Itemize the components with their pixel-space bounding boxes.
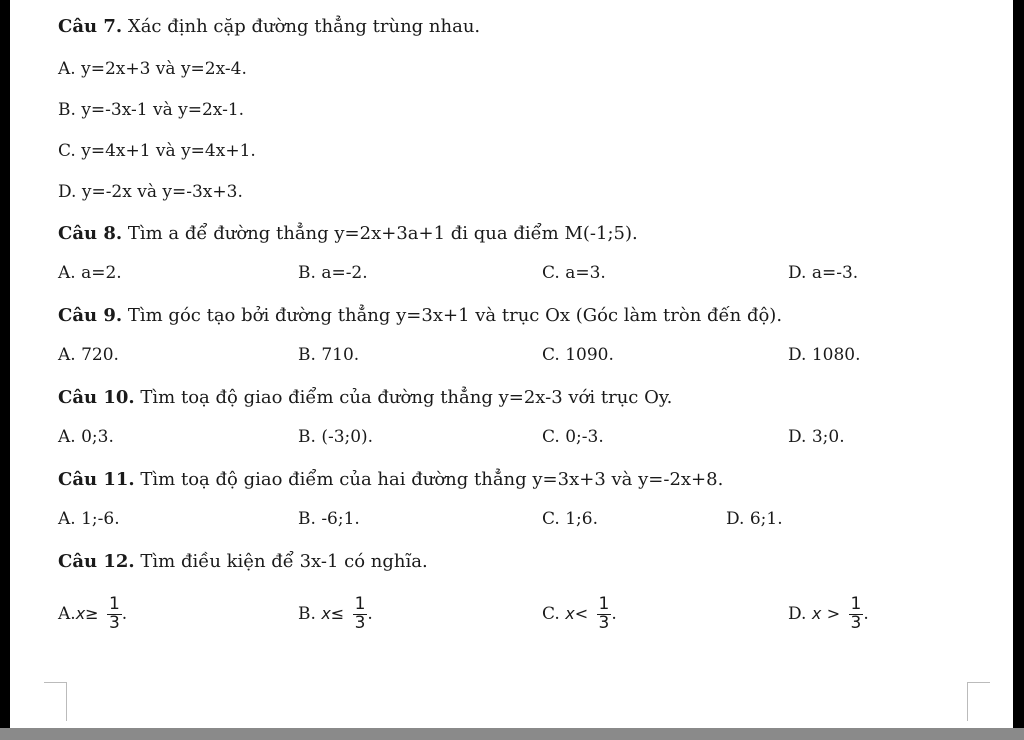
option-8d — [788, 265, 858, 282]
option-text: y=2x+3 và y=2x-4. — [81, 59, 247, 79]
option-letter: D. — [788, 345, 807, 365]
denominator: 3 — [850, 612, 862, 633]
page-corner-mark-right — [967, 682, 990, 721]
option-7d — [58, 184, 243, 201]
option-9b — [298, 347, 359, 364]
question-10 — [58, 389, 672, 407]
option-11d — [726, 511, 783, 528]
numerator: 1 — [598, 594, 610, 614]
option-letter: C. — [58, 141, 76, 161]
variable: x — [811, 603, 822, 623]
option-letter: C. — [542, 427, 560, 447]
option-letter: B. — [298, 509, 316, 529]
option-10c — [542, 429, 604, 446]
fraction — [849, 596, 864, 633]
option-text: y=4x+1 và y=4x+1. — [81, 141, 256, 161]
period: . — [367, 603, 373, 624]
period: . — [121, 603, 128, 624]
option-letter: A. — [58, 603, 76, 624]
option-letter: C. — [542, 263, 560, 283]
question-12 — [58, 553, 428, 571]
option-text: 0;3. — [81, 427, 114, 447]
option-letter: D. — [58, 182, 77, 202]
numerator: 1 — [108, 594, 120, 614]
option-7c — [58, 143, 256, 160]
bottom-scroll-bar — [0, 728, 1024, 740]
option-letter: A. — [58, 427, 76, 447]
denominator: 3 — [354, 612, 366, 633]
option-11a — [58, 511, 120, 528]
option-9a — [58, 347, 119, 364]
question-text: Tìm toạ độ giao điểm của hai đường thẳng y=3x+3 và y=-2x+8. — [140, 469, 724, 490]
comparison-operator: ≤ — [330, 603, 345, 623]
numerator: 1 — [354, 594, 366, 614]
option-12d — [788, 596, 869, 633]
question-number: Câu 8. — [58, 223, 123, 244]
numerator: 1 — [850, 594, 862, 614]
variable: x — [321, 603, 331, 623]
option-text: 1;-6. — [81, 509, 120, 529]
question-text: Tìm a để đường thẳng y=2x+3a+1 đi qua điểm M(-1;5). — [127, 223, 638, 244]
variable: x — [565, 603, 575, 623]
option-text: -6;1. — [321, 509, 360, 529]
option-text: a=-3. — [811, 263, 859, 283]
option-9c — [542, 347, 614, 364]
option-text: a=-2. — [321, 263, 368, 283]
option-letter: B. — [298, 427, 316, 447]
question-7 — [58, 18, 480, 36]
option-10a — [58, 429, 114, 446]
option-text: 6;1. — [749, 509, 783, 529]
question-text: Xác định cặp đường thẳng trùng nhau. — [127, 16, 481, 37]
option-text: y=-3x-1 và y=2x-1. — [81, 100, 245, 120]
fraction — [107, 596, 122, 633]
option-text: a=2. — [81, 263, 122, 283]
option-7a — [58, 61, 247, 78]
denominator: 3 — [598, 612, 610, 633]
option-11b — [298, 511, 360, 528]
option-text: 1090. — [565, 345, 614, 365]
question-number: Câu 7. — [58, 16, 123, 37]
option-8b — [298, 265, 368, 282]
question-number: Câu 9. — [58, 305, 123, 326]
option-letter: D. — [726, 509, 745, 529]
period: . — [611, 603, 617, 624]
option-12a — [58, 596, 127, 633]
option-letter: A. — [58, 509, 76, 529]
option-letter: A. — [58, 59, 76, 79]
option-letter: B. — [298, 263, 316, 283]
option-text: a=3. — [565, 263, 606, 283]
option-text: 3;0. — [811, 427, 845, 447]
option-text: 720. — [81, 345, 119, 365]
question-text: Tìm toạ độ giao điểm của đường thẳng y=2x-3 với trục Oy. — [140, 387, 673, 408]
option-letter: B. — [298, 603, 316, 624]
option-7b — [58, 102, 244, 119]
option-8c — [542, 265, 606, 282]
document-page — [10, 0, 1013, 728]
comparison-operator: ≥ — [85, 603, 99, 623]
option-letter: B. — [58, 100, 76, 120]
question-9 — [58, 307, 782, 325]
fraction — [353, 596, 368, 633]
option-text: 710. — [321, 345, 360, 365]
fraction — [597, 596, 612, 633]
option-letter: C. — [542, 603, 560, 624]
option-8a — [58, 265, 122, 282]
option-12c — [542, 596, 617, 633]
question-11 — [58, 471, 723, 489]
option-letter: C. — [542, 509, 560, 529]
question-8 — [58, 225, 638, 243]
question-number: Câu 11. — [58, 469, 135, 490]
comparison-operator: < — [574, 603, 589, 623]
option-letter: B. — [298, 345, 316, 365]
option-9d — [788, 347, 861, 364]
option-10b — [298, 429, 373, 446]
question-text: Tìm góc tạo bởi đường thẳng y=3x+1 và trục Ox (Góc làm tròn đến độ). — [127, 305, 783, 326]
denominator: 3 — [108, 612, 120, 633]
question-text: Tìm điều kiện để 3x-1 có nghĩa. — [140, 551, 428, 572]
option-text: 0;-3. — [565, 427, 604, 447]
question-number: Câu 10. — [58, 387, 135, 408]
option-letter: D. — [788, 263, 807, 283]
option-letter: A. — [58, 263, 76, 283]
option-letter: D. — [788, 427, 807, 447]
comparison-operator: > — [826, 603, 841, 623]
option-text: y=-2x và y=-3x+3. — [81, 182, 243, 202]
option-12b — [298, 596, 373, 633]
page-corner-mark-left — [44, 682, 67, 721]
option-letter: D. — [788, 603, 807, 624]
question-number: Câu 12. — [58, 551, 135, 572]
option-text: 1080. — [811, 345, 861, 365]
option-11c — [542, 511, 598, 528]
variable: x — [75, 603, 86, 623]
option-letter: A. — [58, 345, 76, 365]
period: . — [863, 603, 869, 624]
option-text: (-3;0). — [321, 427, 374, 447]
option-10d — [788, 429, 845, 446]
option-text: 1;6. — [565, 509, 598, 529]
option-letter: C. — [542, 345, 560, 365]
